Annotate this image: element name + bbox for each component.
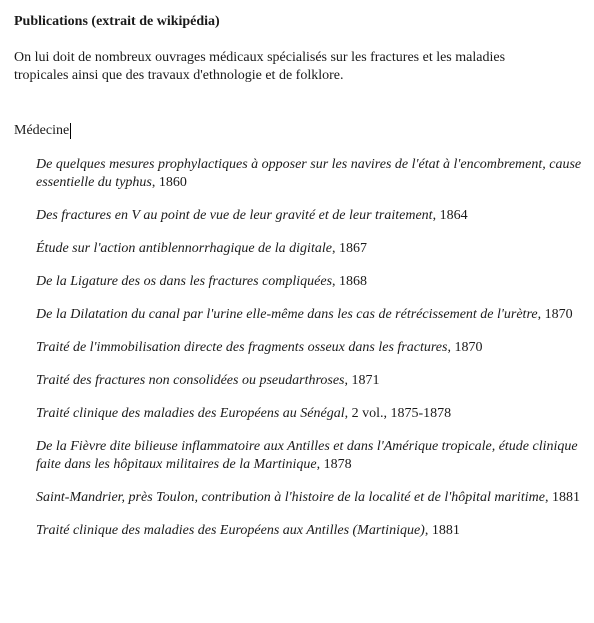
publication-suffix: , 1868 (332, 274, 368, 289)
publication-suffix: , 1860 (151, 175, 187, 190)
publication-title: De la Ligature des os dans les fractures compliquées (36, 274, 333, 289)
publication-item (36, 489, 591, 507)
publication-suffix: , 1870 (447, 340, 483, 355)
publication-item (36, 306, 591, 324)
publication-item (36, 405, 591, 423)
publication-item (36, 273, 591, 291)
publication-suffix: , 1878 (316, 457, 352, 472)
publication-title: Saint-Mandrier, près Toulon, contribution à l'histoire de la localité et de l'hôpital maritime (36, 490, 545, 505)
publication-suffix: , 1871 (344, 373, 380, 388)
document-body (14, 13, 586, 540)
page-heading: Publications (extrait de wikipédia) (14, 14, 220, 29)
publication-title: De quelques mesures prophylactiques à opposer sur les navires de l'état à l'encombrement, cause essentielle du typhus (36, 157, 582, 190)
publication-suffix: , 1881 (544, 490, 580, 505)
publication-item (36, 156, 591, 192)
publication-title: Traité des fractures non consolidées ou pseudarthroses (36, 373, 345, 388)
publication-item (36, 339, 591, 357)
publication-title: De la Dilatation du canal par l'urine elle-même dans les cas de rétrécissement de l'urètre (36, 307, 538, 322)
section-title-text: Médecine (14, 123, 70, 138)
publication-list (14, 156, 586, 540)
publication-title: Traité clinique des maladies des Européens aux Antilles (Martinique) (36, 523, 425, 538)
publication-suffix: , 2 vol., 1875-1878 (344, 406, 452, 421)
publication-item (36, 522, 591, 540)
publication-title: De la Fièvre dite bilieuse inflammatoire aux Antilles et dans l'Amérique tropicale, étude clinique faite dans les hôpitaux militaires de la Martinique (36, 439, 578, 472)
text-cursor (70, 123, 71, 139)
publication-title: Étude sur l'action antiblennorrhagique de la digitale (36, 241, 332, 256)
publication-suffix: , 1867 (331, 241, 367, 256)
publication-title: Traité clinique des maladies des Européens au Sénégal (36, 406, 345, 421)
publication-title: Des fractures en V au point de vue de leur gravité et de leur traitement (36, 208, 433, 223)
intro-paragraph: On lui doit de nombreux ouvrages médicaux spécialisés sur les fractures et les maladies tropicales ainsi que des travaux d'ethnologie et de folklore. (14, 50, 506, 83)
publication-suffix: , 1881 (424, 523, 460, 538)
publication-item (36, 372, 591, 390)
publication-item (36, 438, 591, 474)
publication-item (36, 207, 591, 225)
publication-title: Traité de l'immobilisation directe des fragments osseux dans les fractures (36, 340, 448, 355)
publication-suffix: , 1870 (537, 307, 573, 322)
publication-suffix: , 1864 (432, 208, 468, 223)
section-title-medecine[interactable] (14, 122, 71, 140)
publication-item (36, 240, 591, 258)
